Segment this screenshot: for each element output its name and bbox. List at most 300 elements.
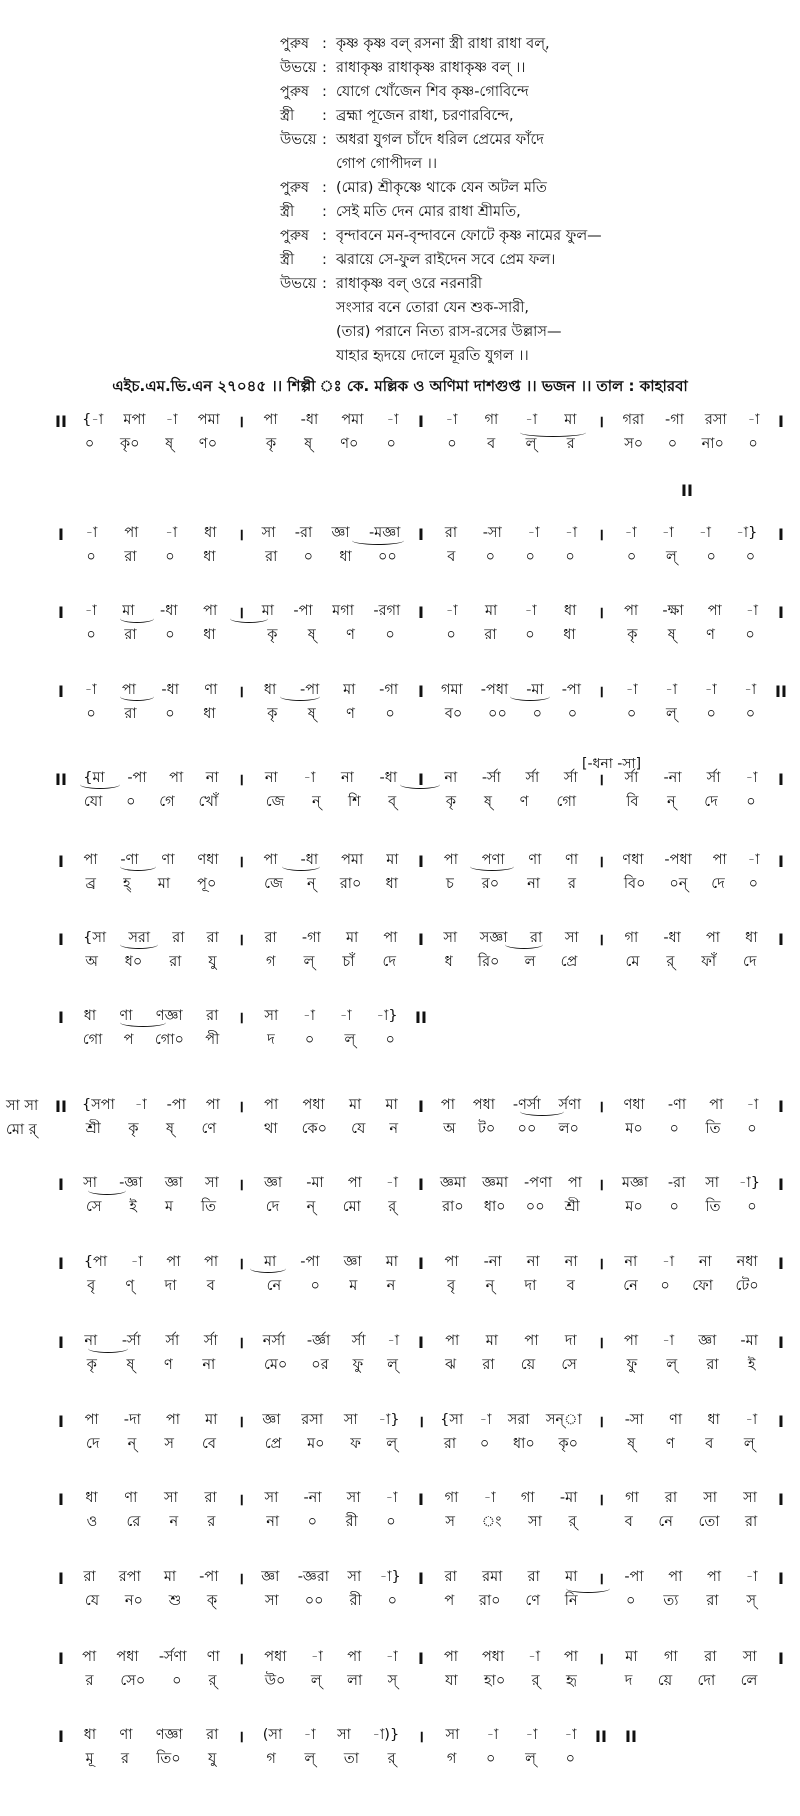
lyric-syllable: ০ — [84, 436, 95, 452]
swara-row — [50, 680, 787, 702]
swara-note: রা — [172, 930, 185, 946]
lyric-syllable: র — [207, 1514, 216, 1530]
swara-note: সা — [443, 930, 458, 946]
lyric-syllable: গ — [446, 1751, 457, 1767]
swara-note: গমা — [441, 682, 463, 698]
swara-note: -া — [386, 412, 399, 428]
lyric-syllable-row — [50, 625, 760, 647]
swara-row — [50, 523, 784, 545]
lyric-syllable: কৃ — [86, 1357, 97, 1373]
bar-line: । — [597, 525, 605, 544]
swara-note: -া — [747, 852, 760, 868]
swara-row — [50, 1252, 784, 1274]
beat-group — [72, 1354, 230, 1378]
swara-note: -া — [625, 682, 638, 698]
bar-line: I — [58, 1411, 64, 1431]
lyric-syllable: ০ — [172, 1673, 182, 1689]
swara-note: পা — [347, 1649, 362, 1665]
lyric-colon: : — [322, 36, 327, 52]
lyric-syllable: ০ — [86, 627, 96, 643]
lyric-syllable: ০ — [304, 1032, 315, 1048]
bar-line: I — [778, 851, 784, 871]
swara-note: -া — [661, 525, 674, 541]
lyric-syllable: অ — [443, 1121, 456, 1137]
beat-group — [612, 433, 770, 457]
lyric-syllable: স — [445, 1514, 455, 1530]
bar-line: I — [778, 1253, 784, 1273]
beat-group — [72, 546, 230, 570]
lyric-syllable: ধা — [339, 549, 352, 565]
swara-note: -া — [525, 412, 538, 428]
bar-line: I — [58, 1007, 64, 1027]
swara-note: রা — [527, 1569, 540, 1585]
swara-note: -া — [165, 525, 178, 541]
lyric-syllable: ল্ — [525, 436, 537, 452]
swara-note: -র্সণা — [158, 1649, 187, 1665]
lyric-syllable: ল্ — [386, 1436, 398, 1452]
swara-note: পা — [166, 1254, 181, 1270]
swara-note: মা — [564, 412, 577, 428]
lyric-syllable: ণ — [164, 1357, 173, 1373]
swara-note: পা — [204, 1254, 219, 1270]
lyric-syllable: ০ — [706, 549, 716, 565]
swara-note: -া — [747, 412, 760, 428]
swara-note: -না — [663, 770, 682, 786]
swara-note: -মা — [526, 682, 544, 698]
swara-note: পা — [165, 1412, 180, 1428]
swara-note: সা — [347, 1569, 362, 1585]
lyric-syllable: শ্রী — [564, 1199, 580, 1215]
swara-note: নধা — [736, 1254, 758, 1270]
lyric-syllable: নে — [623, 1278, 638, 1294]
lyric-syllable: ০ — [307, 1514, 318, 1530]
bar-line: I — [58, 1648, 64, 1668]
lyric-syllable: ই — [129, 1199, 137, 1215]
beat-group — [432, 600, 590, 624]
slur-arc — [510, 692, 550, 701]
swara-note: পা — [169, 770, 184, 786]
lyric-colon: : — [322, 276, 327, 292]
lyric-syllable: স্ — [387, 1673, 398, 1689]
beat-group — [432, 1251, 590, 1275]
swara-note: পণা — [481, 852, 505, 868]
beat-group — [612, 873, 770, 897]
lyric-syllable: ০ — [525, 549, 535, 565]
swara-note: -া — [744, 682, 757, 698]
swara-note: পা — [121, 682, 137, 698]
lyric-syllable: ল্ — [743, 1436, 755, 1452]
lyric-syllable: নি — [564, 1593, 578, 1609]
lyric-speaker: পুরুষ — [280, 36, 309, 52]
bar-line: । — [597, 1254, 605, 1273]
swara-note: -া — [479, 1412, 492, 1428]
lyric-syllable: কৃ০ — [119, 436, 140, 452]
lyric-syllable: ল্ — [387, 1357, 398, 1373]
beat-group — [612, 1566, 770, 1590]
lyric-syllable: ণ০ — [198, 436, 218, 452]
swara-note: না — [624, 1254, 638, 1270]
lyric-syllable: ০র — [311, 1357, 329, 1373]
lyric-syllable: দ — [624, 1673, 633, 1689]
beat-group — [72, 679, 230, 703]
segno-mark: II — [681, 481, 693, 500]
lyric-syllable: যে — [351, 1121, 366, 1137]
bar-line: । — [237, 1649, 245, 1668]
slur-arc — [282, 862, 320, 871]
swara-note: মা — [385, 1254, 398, 1270]
swara-note: -মা — [740, 1333, 758, 1349]
lyric-syllable: ০ — [660, 1278, 670, 1294]
swara-note: -া — [85, 525, 98, 541]
lyric-syllable: রা — [706, 1593, 719, 1609]
lyric-syllable: ণ — [346, 627, 355, 643]
beat-group — [432, 1118, 590, 1142]
swara-note: -ক্ষা — [662, 603, 684, 619]
slur-arc — [400, 780, 440, 789]
lyric-syllable: ম০ — [625, 1121, 643, 1137]
swara-note: -া — [84, 603, 97, 619]
swara-note: মা — [485, 603, 498, 619]
bar-line: । — [417, 1412, 425, 1431]
lyric-syllable: ০ — [387, 1593, 397, 1609]
lyric-syllable-row — [50, 1671, 760, 1693]
beat-group — [432, 1670, 590, 1694]
swara-note: -ধা — [300, 412, 319, 428]
lyric-line — [280, 248, 700, 272]
lyric-syllable: ০ — [669, 1199, 679, 1215]
lyric-syllable: তো — [698, 1514, 720, 1530]
swara-note: -া — [445, 412, 458, 428]
lyric-syllable: গ — [266, 954, 276, 970]
lyric-syllable: ০ — [86, 706, 96, 722]
lyric-syllable: ন্ — [306, 1199, 316, 1215]
lyric-line — [280, 320, 700, 344]
swara-note: পা — [624, 603, 639, 619]
beat-group — [252, 600, 410, 624]
swara-note: সা — [564, 930, 579, 946]
lyric-syllable: ০ — [745, 706, 756, 722]
swara-note: -পা — [293, 603, 313, 619]
swara-note: না — [205, 770, 219, 786]
bar-line: I — [58, 851, 64, 871]
swara-note: ণা — [161, 852, 175, 868]
bar-line: I — [418, 929, 424, 949]
bar-line: I — [418, 769, 424, 789]
beat-group — [252, 409, 410, 433]
lyric-syllable: দে — [743, 954, 757, 970]
lyric-syllable: রী — [349, 1593, 362, 1609]
lyric-syllable: ব্র — [85, 876, 96, 892]
swara-note: -া — [699, 525, 711, 541]
swara-note: সা — [261, 525, 276, 541]
beat-group — [432, 1590, 590, 1614]
swara-note: সা — [337, 1727, 351, 1743]
lyric-syllable-row — [50, 434, 760, 456]
lyric-text: ব্রহ্মা পূজেন রাধা, চরণারবিন্দে, — [336, 108, 514, 124]
swara-note: মা — [261, 603, 274, 619]
swara-row — [50, 1173, 784, 1195]
swara-note: সজ্ঞা — [479, 930, 508, 946]
lyric-syllable: গ — [266, 1751, 276, 1767]
beat-group — [432, 951, 590, 975]
lyric-line — [280, 152, 700, 176]
swara-note: রা — [664, 1490, 678, 1506]
bar-line: I — [58, 1253, 64, 1273]
lyric-syllable: হা০ — [484, 1673, 506, 1689]
beat-group — [252, 873, 410, 897]
beat-group — [432, 1409, 590, 1433]
beat-group — [252, 1646, 410, 1670]
lyric-colon — [322, 320, 336, 344]
lyric-syllable: ষ্ — [483, 794, 492, 810]
lyric-syllable: ফাঁ — [701, 954, 717, 970]
bar-line: । — [597, 770, 605, 789]
swara-note: ধা — [204, 525, 217, 541]
swara-note: পা — [445, 1333, 460, 1349]
swara-row — [50, 410, 784, 432]
beat-group — [252, 1275, 410, 1299]
lyric-syllable: ণে — [201, 1121, 217, 1137]
beat-group — [72, 624, 230, 648]
bar-line: I — [778, 1332, 784, 1352]
lyric-syllable: শি — [348, 794, 361, 810]
swara-note: ণা — [124, 1490, 138, 1506]
swara-note: র্সণা — [558, 1097, 582, 1113]
lyric-syllable: স০ — [624, 436, 644, 452]
beat-group — [432, 624, 590, 648]
lyric-line — [280, 176, 700, 200]
lyric-syllable-row — [50, 792, 760, 814]
bar-line: II — [55, 1096, 67, 1116]
lyric-syllable: কৃ০ — [558, 1436, 579, 1452]
lyric-syllable: ০ — [165, 706, 175, 722]
lyric-text: ঝরায়ে সে-ফুল রাইদেন সবে প্রেম ফল। — [336, 252, 556, 268]
bar-line: I — [418, 1332, 424, 1352]
lyric-syllable: মে — [625, 954, 640, 970]
swara-row — [50, 1488, 784, 1510]
bar-line: I — [778, 524, 784, 544]
lyric-syllable: রা — [265, 549, 278, 565]
swara-note: রা — [264, 930, 277, 946]
swara-note: না — [444, 770, 458, 786]
lyric-syllable: সে০ — [120, 1673, 146, 1689]
beat-group — [72, 1094, 230, 1118]
beat-group — [612, 1094, 770, 1118]
swara-note: পা — [205, 1097, 220, 1113]
lyric-syllable: ধা — [563, 627, 576, 643]
swara-note: পা — [347, 1175, 362, 1191]
lyric-syllable: দা — [524, 1278, 537, 1294]
lyric-syllable: যু — [208, 1751, 217, 1767]
lyric-syllable: ন্ — [127, 1436, 137, 1452]
swara-note: {পা — [83, 1254, 108, 1270]
bar-line: I — [778, 411, 784, 431]
beat-group — [72, 1029, 230, 1053]
swara-note: -া — [84, 682, 97, 698]
lyric-syllable: জে — [265, 794, 285, 810]
lyric-syllable: জে — [264, 876, 283, 892]
swara-note: পা — [705, 930, 721, 946]
lyric-syllable: মো — [342, 1199, 361, 1215]
swara-note: -া — [745, 1412, 758, 1428]
beat-group — [252, 1487, 410, 1511]
swara-note: -া — [130, 1254, 143, 1270]
swara-note: মা — [205, 1412, 218, 1428]
lyric-text: গোপ গোপীদল ।। — [336, 156, 438, 172]
lyric-syllable: নে — [658, 1514, 673, 1530]
beat-group — [252, 703, 410, 727]
swara-note: ণজ্ঞা — [155, 1727, 183, 1743]
lyric-syllable: ০০ — [517, 1121, 537, 1137]
swara-note: {সা — [440, 1412, 464, 1428]
beat-group — [252, 791, 410, 815]
beat-group — [252, 433, 410, 457]
beat-group — [252, 1566, 410, 1590]
beat-group — [72, 1409, 230, 1433]
beat-group — [612, 951, 770, 975]
beat-group — [72, 791, 230, 815]
lyric-colon: : — [322, 204, 327, 220]
swara-note: ণধা — [623, 1097, 645, 1113]
swara-note: সা — [703, 1490, 718, 1506]
bar-line: I — [418, 851, 424, 871]
lyric-syllable: ০ — [165, 549, 175, 565]
swara-note: সা — [743, 1490, 757, 1506]
lyric-syllable: ন্ — [311, 794, 321, 810]
bar-line: II — [415, 1007, 427, 1027]
lyric-syllable: কৃ — [627, 627, 638, 643]
lyric-syllable: ম — [164, 1199, 173, 1215]
lyric-syllable: রা — [706, 1357, 719, 1373]
bar-line: । — [597, 1333, 605, 1352]
lyric-syllable: না০ — [701, 436, 724, 452]
swara-note: -রা — [667, 1175, 686, 1191]
lyric-speaker: স্ত্রী — [280, 204, 295, 220]
swara-note: -া — [385, 1490, 398, 1506]
swara-note: পা — [712, 852, 727, 868]
swara-note: -া} — [378, 1412, 400, 1428]
swara-note: -া — [665, 682, 678, 698]
lyric-syllable: ত্য — [663, 1593, 679, 1609]
swara-note: {সপা — [81, 1097, 115, 1113]
lyric-syllable: ফু — [626, 1357, 638, 1373]
lyric-text: বৃন্দাবনে মন-বৃন্দাবনে ফোটে কৃষ্ণ নামের ফুল— — [336, 228, 602, 244]
swara-row — [50, 1725, 760, 1747]
beat-group — [252, 1590, 410, 1614]
slur-arc — [250, 1264, 286, 1273]
lyric-text: রাধাকৃষ্ণ রাধাকৃষ্ণ রাধাকৃষ্ণ বল্ ।। — [336, 60, 526, 76]
swara-note: মা — [348, 1097, 362, 1113]
lyric-speaker: স্ত্রী — [280, 252, 295, 268]
swara-note: রা — [204, 1490, 217, 1506]
lyric-syllable: রি০ — [477, 954, 500, 970]
lyric-syllable: শ্রী — [85, 1121, 101, 1137]
lyric-speaker — [280, 320, 322, 344]
lyric-colon — [322, 296, 336, 320]
beat-group — [72, 1511, 230, 1535]
beat-group — [612, 600, 770, 624]
lyric-colon — [322, 344, 336, 368]
lyric-speaker — [280, 296, 322, 320]
bar-line: I — [58, 1568, 64, 1588]
lyric-syllable: ০ — [625, 1593, 636, 1609]
beat-group — [612, 1275, 770, 1299]
swara-note: সা — [264, 1008, 279, 1024]
lyric-syllable: তি — [200, 1199, 216, 1215]
lyric-syllable: ০ — [706, 706, 716, 722]
lyric-syllable: ষ্ — [165, 436, 174, 452]
lyric-syllable: রী — [345, 1514, 358, 1530]
lyric-syllable: ণ — [706, 627, 715, 643]
beat-group — [252, 679, 410, 703]
beat-group — [432, 1724, 590, 1748]
lyric-text: যোগে খোঁজেন শিব কৃষ্ণ-গোবিন্দে — [336, 84, 529, 100]
beat-group — [432, 546, 590, 570]
beat-group — [252, 1005, 410, 1029]
bar-line: I — [418, 524, 424, 544]
swara-note: -া — [524, 603, 537, 619]
swara-note: (সা — [262, 1727, 283, 1743]
bar-line: II — [55, 411, 67, 431]
notation-line — [50, 1725, 760, 1771]
lyric-syllable: র্ — [387, 1751, 396, 1767]
lyric-syllable: ০ — [165, 627, 175, 643]
slur-arc — [120, 862, 156, 871]
swara-note: ধা — [745, 930, 758, 946]
swara-note: না — [526, 1254, 540, 1270]
notation-line — [50, 1006, 760, 1052]
beat-group — [72, 1590, 230, 1614]
swara-note: -ধা — [379, 770, 398, 786]
swara-note: -পা — [166, 1097, 186, 1113]
swara-note: ণা — [528, 852, 542, 868]
swara-note: -ধা — [161, 682, 179, 698]
beat-group — [252, 1354, 410, 1378]
swara-note: -গা — [665, 412, 684, 428]
beat-group — [252, 1670, 410, 1694]
lyric-syllable: প — [123, 1032, 134, 1048]
swara-note: ণা — [119, 1008, 133, 1024]
lyric-syllable: ০ — [447, 436, 457, 452]
swara-note: -া — [385, 1175, 398, 1191]
lyric-syllable: ল্ — [666, 549, 677, 565]
swara-note: -সা — [624, 1412, 644, 1428]
slur-arc — [120, 614, 154, 623]
lyric-syllable: ল্ — [304, 1751, 316, 1767]
swara-note: -পা — [300, 1254, 320, 1270]
lyric-syllable: রা০ — [442, 1199, 464, 1215]
beat-group — [252, 1172, 410, 1196]
swara-note: -না — [483, 1254, 502, 1270]
bar-line: I — [418, 1253, 424, 1273]
slur-arc — [280, 692, 320, 701]
lyric-syllable: ন — [386, 1278, 396, 1294]
beat-group — [612, 703, 770, 727]
swara-note: পা — [263, 412, 278, 428]
swara-row — [50, 601, 784, 623]
swara-note: মপা — [123, 412, 146, 428]
swara-note: ণা — [565, 852, 579, 868]
swara-note: গা — [664, 1649, 678, 1665]
swara-note: পা — [263, 852, 278, 868]
lyric-syllable: ম০ — [307, 1436, 325, 1452]
swara-note: পা — [203, 603, 218, 619]
swara-note: সা — [343, 1412, 358, 1428]
swara-note: ণা — [669, 1412, 683, 1428]
variant-annotation: [-ধনা -সা] — [582, 756, 642, 772]
lyric-syllable: দো — [697, 1673, 716, 1689]
lyric-syllable: রা — [482, 1357, 495, 1373]
